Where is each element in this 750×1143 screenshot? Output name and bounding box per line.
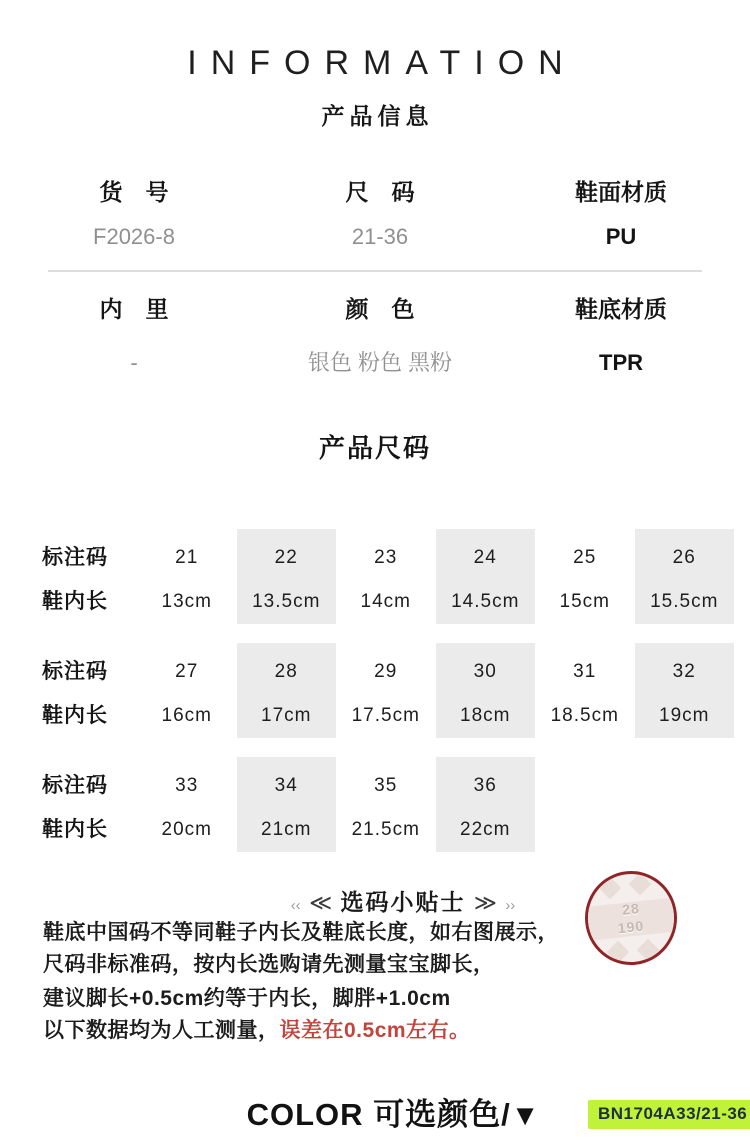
size-column: [436, 529, 536, 624]
row-label-inner-length: 鞋内长: [42, 590, 108, 613]
size-table-group-1: [42, 529, 734, 624]
size-row-labels: [42, 757, 137, 852]
size-value: 22: [274, 547, 298, 568]
size-column: [535, 529, 635, 624]
sole-tread-diamond: [607, 941, 630, 964]
length-value: 13.5cm: [252, 591, 321, 612]
size-column: [635, 529, 735, 624]
sole-tread-diamond: [637, 939, 660, 962]
tips-title-text: 选码小贴士: [340, 889, 466, 915]
size-column: [336, 757, 436, 852]
size-column: [436, 643, 536, 738]
label-upper-material: 鞋面材质: [575, 179, 667, 205]
length-value: 17.5cm: [351, 705, 420, 726]
size-value: 31: [573, 661, 597, 682]
row-label-inner-length: 鞋内长: [42, 818, 108, 841]
size-value: 25: [573, 547, 597, 568]
sole-size-number: 28: [621, 900, 641, 918]
info-row-2-values: [0, 348, 750, 378]
size-column: [635, 643, 735, 738]
tips-line-1: 鞋底中国码不等同鞋子内长及鞋底长度，如右图展示，: [43, 921, 559, 944]
label-lining: 内 里: [99, 296, 169, 322]
length-value: 19cm: [659, 705, 710, 726]
length-value: 18cm: [460, 705, 511, 726]
size-value: 33: [175, 775, 199, 796]
size-value: 35: [374, 775, 398, 796]
sole-tread-diamond: [599, 877, 622, 900]
size-column: [336, 643, 436, 738]
size-value: 23: [374, 547, 398, 568]
size-column: [436, 757, 536, 852]
label-color: 颜 色: [345, 296, 415, 322]
size-value: 26: [672, 547, 696, 568]
size-table-group-3: [42, 757, 734, 852]
size-table-group-2: [42, 643, 734, 738]
length-value: 15cm: [559, 591, 610, 612]
length-value: 13cm: [161, 591, 212, 612]
tips-line-4-black: 以下数据均为人工测量，: [43, 1019, 280, 1042]
chevron-right-icon: ≫: [473, 890, 497, 915]
size-column-empty: [535, 757, 635, 852]
size-value: 36: [473, 775, 497, 796]
value-sole-material: TPR: [599, 350, 643, 375]
length-value: 22cm: [460, 819, 511, 840]
length-value: 17cm: [261, 705, 312, 726]
sole-tread-diamond: [629, 873, 652, 896]
size-column-empty: [635, 757, 735, 852]
divider: [48, 270, 702, 272]
size-column: [237, 757, 337, 852]
page-title: INFORMATION: [187, 44, 577, 82]
page-subtitle: 产品信息: [321, 103, 434, 129]
row-label-inner-length: 鞋内长: [42, 704, 108, 727]
length-value: 16cm: [161, 705, 212, 726]
value-size-range: 21-36: [351, 224, 409, 249]
size-column: [237, 643, 337, 738]
label-sole-material: 鞋底材质: [575, 296, 667, 322]
size-value: 28: [274, 661, 298, 682]
size-column: [137, 529, 237, 624]
label-size-range: 尺 码: [345, 179, 415, 205]
value-upper-material: PU: [605, 224, 637, 249]
size-column: [336, 529, 436, 624]
chevron-right-small-icon: ››: [505, 897, 516, 914]
info-row-1-labels: [0, 177, 750, 207]
size-chart-title: 产品尺码: [318, 433, 431, 463]
size-value: 21: [175, 547, 199, 568]
tips-line-2: 尺码非标准码，按内长选购请先测量宝宝脚长，: [43, 953, 495, 976]
size-value: 27: [175, 661, 199, 682]
value-color: 银色 粉色 黑粉: [307, 350, 453, 375]
length-value: 21cm: [261, 819, 312, 840]
length-value: 14cm: [360, 591, 411, 612]
size-row-labels: [42, 529, 137, 624]
tips-line-4-red: 误差在0.5cm左右。: [279, 1019, 471, 1042]
chevron-left-icon: ≪: [309, 890, 333, 915]
shoe-sole-image: [585, 871, 677, 965]
size-row-labels: [42, 643, 137, 738]
size-column: [137, 757, 237, 852]
tips-line-4: [43, 1018, 471, 1044]
size-value: 34: [274, 775, 298, 796]
value-lining: -: [130, 350, 138, 375]
triangle-down-icon: ▼: [510, 1100, 540, 1132]
length-value: 18.5cm: [550, 705, 619, 726]
length-value: 20cm: [161, 819, 212, 840]
row-label-marked-size: 标注码: [42, 546, 108, 569]
size-value: 29: [374, 661, 398, 682]
sole-length-number: 190: [617, 917, 645, 937]
info-row-1-values: [0, 222, 750, 252]
length-value: 15.5cm: [650, 591, 719, 612]
size-value: 24: [473, 547, 497, 568]
size-column: [137, 643, 237, 738]
length-value: 14.5cm: [451, 591, 520, 612]
model-number-badge: BN1704A33/21-36: [588, 1100, 750, 1129]
row-label-marked-size: 标注码: [42, 774, 108, 797]
size-column: [237, 529, 337, 624]
chevron-left-small-icon: ‹‹: [290, 897, 301, 914]
tips-line-3: 建议脚长+0.5cm约等于内长，脚胖+1.0cm: [43, 987, 451, 1010]
color-heading-text: COLOR 可选颜色/: [246, 1097, 511, 1132]
length-value: 21.5cm: [351, 819, 420, 840]
size-column: [535, 643, 635, 738]
size-value: 30: [473, 661, 497, 682]
label-item-number: 货 号: [99, 179, 169, 205]
size-value: 32: [672, 661, 696, 682]
value-item-number: F2026-8: [93, 224, 175, 249]
row-label-marked-size: 标注码: [42, 660, 108, 683]
info-row-2-labels: [0, 294, 750, 324]
